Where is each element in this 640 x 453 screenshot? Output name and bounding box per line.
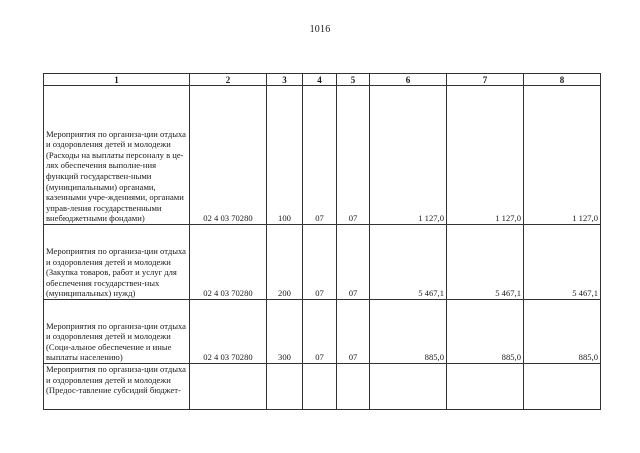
target-article-code: 02 4 03 70280	[190, 225, 267, 300]
column-header: 4	[303, 74, 337, 86]
expense-type-code: 300	[267, 300, 303, 364]
amount-column-7	[447, 364, 524, 410]
table-header-row	[44, 74, 601, 86]
row-description: Мероприятия по организа-ции отдыха и оздоровления детей и молодежи (Закупка товаров, работ и услуг для обеспечения государствен-ных (муниципальных) нужд)	[44, 225, 190, 300]
expense-type-code: 200	[267, 225, 303, 300]
expense-type-code: 100	[267, 86, 303, 225]
amount-column-8: 5 467,1	[524, 225, 601, 300]
row-description: Мероприятия по организа-ции отдыха и оздоровления детей и молодежи (Соци-альное обеспечение и иные выплаты населению)	[44, 300, 190, 364]
amount-column-6	[370, 364, 447, 410]
table-row	[44, 364, 601, 410]
amount-column-6: 885,0	[370, 300, 447, 364]
amount-column-7: 885,0	[447, 300, 524, 364]
column-header: 8	[524, 74, 601, 86]
row-description: Мероприятия по организа-ции отдыха и оздоровления детей и молодежи (Расходы на выплаты персоналу в це-лях обеспечения выполне-ния функций государствен-ными (муниципальными) органами, казенными учре-ждениями, органами управ-ления государственными внебюджетными фондами)	[44, 86, 190, 225]
target-article-code	[190, 364, 267, 410]
amount-column-6: 5 467,1	[370, 225, 447, 300]
amount-column-8: 885,0	[524, 300, 601, 364]
target-article-code: 02 4 03 70280	[190, 300, 267, 364]
section-code	[303, 364, 337, 410]
section-code: 07	[303, 300, 337, 364]
subsection-code: 07	[337, 86, 370, 225]
expense-type-code	[267, 364, 303, 410]
amount-column-8	[524, 364, 601, 410]
amount-column-7: 1 127,0	[447, 86, 524, 225]
table-row	[44, 86, 601, 225]
column-header: 6	[370, 74, 447, 86]
section-code: 07	[303, 86, 337, 225]
amount-column-8: 1 127,0	[524, 86, 601, 225]
target-article-code: 02 4 03 70280	[190, 86, 267, 225]
amount-column-7: 5 467,1	[447, 225, 524, 300]
table-row	[44, 300, 601, 364]
subsection-code: 07	[337, 300, 370, 364]
page-number: 1016	[309, 24, 331, 35]
table-row	[44, 225, 601, 300]
column-header: 1	[44, 74, 190, 86]
section-code: 07	[303, 225, 337, 300]
column-header: 5	[337, 74, 370, 86]
amount-column-6: 1 127,0	[370, 86, 447, 225]
row-description: Мероприятия по организа-ции отдыха и оздоровления детей и молодежи (Предос-тавление субсидий бюджет-	[44, 364, 190, 410]
column-header: 7	[447, 74, 524, 86]
column-header: 3	[267, 74, 303, 86]
subsection-code	[337, 364, 370, 410]
column-header: 2	[190, 74, 267, 86]
subsection-code: 07	[337, 225, 370, 300]
budget-table	[43, 73, 601, 410]
